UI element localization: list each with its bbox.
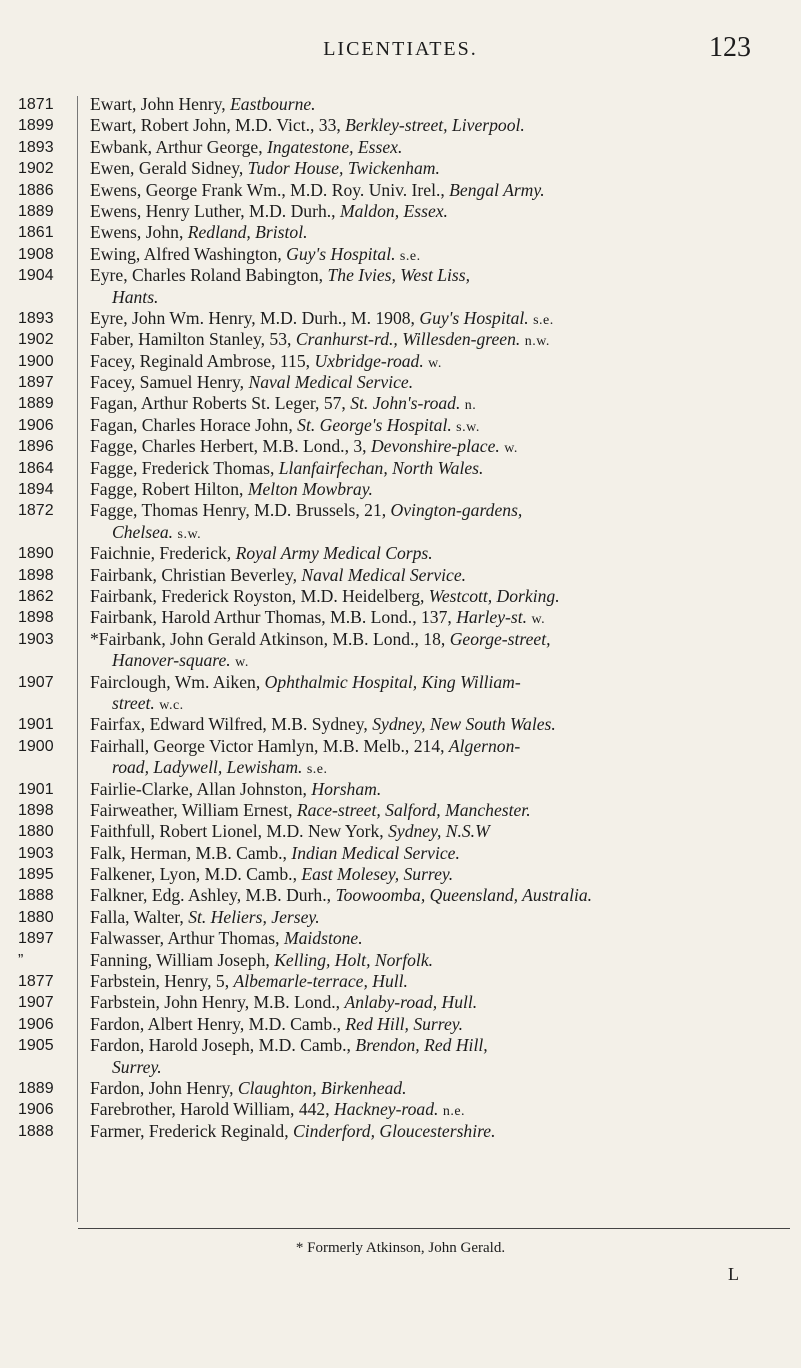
entry-place: Maldon, Essex.: [339, 200, 448, 221]
entry-name: Faithfull, Robert Lionel, M.D. New York,: [90, 821, 389, 842]
entry-line: [90, 351, 788, 372]
entry-name: Ewens, Henry Luther, M.D. Durh.,: [90, 200, 340, 221]
entry-name: Fagan, Charles Horace John,: [90, 414, 298, 435]
entry-year: 1895: [18, 866, 54, 884]
entry-name: Faichnie, Frederick,: [90, 543, 236, 564]
entry-place: Algernon-: [448, 735, 521, 756]
entry-continuation: [90, 287, 788, 308]
entry-year-spacer: [18, 650, 70, 671]
entry-name: Ewing, Alfred Washington,: [90, 243, 287, 264]
entry-line: [90, 672, 788, 693]
entry-place-continued: Surrey.: [112, 1056, 162, 1077]
entry-line: [90, 415, 788, 436]
entry-line: [90, 436, 788, 457]
entry-name: Fardon, Albert Henry, M.D. Camb.,: [90, 1013, 346, 1034]
entry-place: Harley-st.: [456, 607, 528, 628]
entry-place-continued: Hants.: [112, 286, 159, 307]
entry-line: [90, 1099, 788, 1120]
entry-name: Falwasser, Arthur Thomas,: [90, 928, 284, 949]
entry-place: Albemarle-terrace, Hull.: [233, 971, 408, 992]
entry-year: 1894: [18, 481, 54, 499]
entry-line: [90, 800, 788, 821]
entry-place: Naval Medical Service.: [248, 372, 414, 393]
entry-place: The Ivies, West Liss,: [327, 265, 471, 286]
entry-year: 1898: [18, 566, 54, 584]
entry-place: Cinderford, Gloucestershire.: [293, 1120, 496, 1141]
entry-place-continued: Chelsea.: [112, 521, 174, 542]
entry-line: [90, 158, 788, 179]
entry-place: Llanfairfechan, North Wales.: [278, 457, 484, 478]
entry-name: Fagge, Charles Herbert, M.B. Lond., 3,: [90, 436, 371, 457]
entry-name: Fardon, Harold Joseph, M.D. Camb.,: [90, 1035, 356, 1056]
entry-name: Eyre, Charles Roland Babington,: [90, 265, 328, 286]
entry-year-spacer: [18, 757, 70, 778]
entry-name: Farmer, Frederick Reginald,: [90, 1120, 294, 1141]
entry-name: Fairhall, George Victor Hamlyn, M.B. Melb., 214,: [90, 735, 449, 756]
entry-place: Tudor House, Twickenham.: [247, 158, 440, 179]
entry-line: [90, 821, 788, 842]
entry-year: 1893: [18, 309, 54, 327]
entry-place: Uxbridge-road.: [314, 350, 424, 371]
entry-district: s.e.: [306, 762, 328, 778]
entry-year: 1903: [18, 844, 54, 862]
entry-year: 1906: [18, 1015, 54, 1033]
entry-place: Westcott, Dorking.: [428, 585, 560, 606]
entry-place: Ovington-gardens,: [390, 500, 523, 521]
entry-place-continued: road, Ladywell, Lewisham.: [112, 757, 303, 778]
footer-rule: [78, 1228, 790, 1229]
entry-place: Red Hill, Surrey.: [345, 1013, 464, 1034]
entry-line: [90, 565, 788, 586]
entry-district: w.: [531, 612, 546, 628]
entry-name: Facey, Reginald Ambrose, 115,: [90, 350, 315, 371]
entry-place: Ophthalmic Hospital, King William-: [264, 671, 521, 692]
entry-year: 1888: [18, 887, 54, 905]
entry-line: [90, 393, 788, 414]
entry-name: Fairbank, Frederick Royston, M.D. Heidelberg,: [90, 585, 429, 606]
entry-continuation: [90, 693, 788, 714]
entry-line: [90, 843, 788, 864]
year-column: [18, 94, 70, 1142]
entry-name: Faber, Hamilton Stanley, 53,: [90, 329, 296, 350]
entry-year: 1871: [18, 96, 54, 113]
entry-district: w.: [235, 655, 249, 671]
entry-place: Guy's Hospital.: [419, 307, 529, 328]
entry-place: Eastbourne.: [230, 94, 316, 114]
entry-place: Indian Medical Service.: [291, 842, 460, 863]
entry-year: 1905: [18, 1037, 54, 1055]
entry-line: [90, 992, 788, 1013]
entry-line: [90, 137, 788, 158]
entry-place: Devonshire-place.: [370, 436, 500, 457]
entry-name: Farbstein, John Henry, M.B. Lond.,: [90, 992, 345, 1013]
entry-year: 1904: [18, 267, 54, 285]
entry-line: [90, 928, 788, 949]
entry-year: 1903: [18, 630, 54, 648]
entry-year: 1877: [18, 973, 54, 991]
entry-name: Fairfax, Edward Wilfred, M.B. Sydney,: [90, 714, 373, 735]
entry-continuation: [90, 522, 788, 543]
entry-place: Berkley-street, Liverpool.: [345, 115, 525, 136]
entry-year: 1889: [18, 1079, 54, 1097]
entry-name: Ewbank, Arthur George,: [90, 136, 268, 157]
entry-place: Maidstone.: [283, 928, 363, 949]
entry-line: [90, 950, 788, 971]
entry-line: [90, 308, 788, 329]
entry-line: [90, 607, 788, 628]
entry-year: 1897: [18, 930, 54, 948]
entry-line: [90, 885, 788, 906]
entry-name: Ewen, Gerald Sidney,: [90, 158, 248, 179]
entry-year-spacer: [18, 693, 70, 714]
entry-year: 1899: [18, 117, 54, 135]
entry-year-spacer: [18, 287, 70, 308]
page-number: 123: [709, 32, 751, 63]
entry-place: Cranhurst-rd., Willesden-green.: [295, 329, 521, 350]
entry-year: 1906: [18, 1101, 54, 1119]
entry-name: Farebrother, Harold William, 442,: [90, 1099, 335, 1120]
entry-line: [90, 180, 788, 201]
column-divider: [77, 96, 78, 1222]
entry-name: Farbstein, Henry, 5,: [90, 971, 234, 992]
entry-place: East Molesey, Surrey.: [301, 864, 454, 885]
entry-name: *Fairbank, John Gerald Atkinson, M.B. Lond., 18,: [90, 628, 450, 649]
entry-year: 1861: [18, 224, 54, 242]
entry-line: [90, 1035, 788, 1056]
entry-place: Toowoomba, Queensland, Australia.: [335, 885, 593, 906]
footnote: * Formerly Atkinson, John Gerald.: [295, 1240, 506, 1256]
entry-district: n.: [464, 398, 477, 414]
entry-district: w.: [504, 441, 518, 457]
signature-mark: L: [728, 1264, 739, 1284]
page-header-title: LICENTIATES.: [323, 38, 478, 60]
entry-district: w.: [428, 355, 442, 371]
entry-year: 1902: [18, 331, 54, 349]
entry-district: s.w.: [456, 419, 480, 435]
entry-line: [90, 864, 788, 885]
entry-year: ”: [18, 951, 24, 969]
entry-year: 1906: [18, 416, 54, 434]
entry-place: Anlaby-road, Hull.: [344, 992, 478, 1013]
entry-place-continued: Hanover-square.: [112, 650, 231, 671]
entry-year: 1907: [18, 994, 54, 1012]
entry-place: St. John's-road.: [350, 393, 461, 414]
entry-year: 1898: [18, 801, 54, 819]
entry-name: Ewens, John,: [90, 222, 188, 243]
entry-place-continued: street.: [112, 692, 155, 713]
entry-line: [90, 458, 788, 479]
entry-year-spacer: [18, 522, 70, 543]
entry-district: s.e.: [533, 312, 554, 328]
entry-name: Fagge, Thomas Henry, M.D. Brussels, 21,: [90, 500, 391, 521]
entry-year: 1889: [18, 395, 54, 413]
entry-year: 1901: [18, 716, 54, 734]
entry-name: Fairbank, Christian Beverley,: [90, 564, 302, 585]
entry-line: [90, 265, 788, 286]
entry-year: 1902: [18, 160, 54, 178]
entry-year: 1872: [18, 502, 54, 520]
entry-line: [90, 500, 788, 521]
entry-name: Fagan, Arthur Roberts St. Leger, 57,: [90, 393, 351, 414]
entry-name: Eyre, John Wm. Henry, M.D. Durh., M. 1908,: [90, 307, 420, 328]
entry-continuation: [90, 1057, 788, 1078]
entry-line: [90, 1014, 788, 1035]
entry-name: Fardon, John Henry,: [90, 1077, 238, 1098]
entry-continuation: [90, 650, 788, 671]
entry-place: Race-street, Salford, Manchester.: [296, 799, 531, 820]
entry-place: Melton Mowbray.: [247, 479, 373, 500]
entry-year: 1897: [18, 374, 54, 392]
entry-name: Facey, Samuel Henry,: [90, 372, 249, 393]
entry-name: Falkener, Lyon, M.D. Camb.,: [90, 864, 302, 885]
entry-year: 1896: [18, 438, 54, 456]
entry-name: Fairbank, Harold Arthur Thomas, M.B. Lond., 137,: [90, 607, 457, 628]
entry-place: Hackney-road.: [334, 1099, 439, 1120]
entry-line: [90, 115, 788, 136]
entry-continuation: [90, 757, 788, 778]
entry-year: 1862: [18, 587, 54, 605]
entry-year: 1908: [18, 245, 54, 263]
entry-place: Bengal Army.: [449, 179, 545, 200]
entry-year: 1900: [18, 737, 54, 755]
entry-name: Falla, Walter,: [90, 906, 189, 927]
entry-place: Ingatestone, Essex.: [267, 136, 403, 157]
entry-name: Falkner, Edg. Ashley, M.B. Durh.,: [90, 885, 336, 906]
entry-year: 1900: [18, 352, 54, 370]
entry-column: [90, 94, 788, 1142]
entry-name: Fairclough, Wm. Aiken,: [90, 671, 265, 692]
entry-line: [90, 779, 788, 800]
entry-line: [90, 714, 788, 735]
entry-year: 1886: [18, 181, 54, 199]
entry-district: s.e.: [399, 248, 421, 264]
entry-district: n.w.: [524, 334, 550, 350]
entry-name: Fairweather, William Ernest,: [90, 799, 297, 820]
entry-line: [90, 329, 788, 350]
entry-place: George-street,: [449, 628, 551, 649]
entry-place: Naval Medical Service.: [301, 564, 467, 585]
entry-line: [90, 1078, 788, 1099]
entry-line: [90, 543, 788, 564]
entry-year: 1880: [18, 823, 54, 841]
entry-place: Horsham.: [311, 778, 382, 799]
entry-place: Kelling, Holt, Norfolk.: [274, 949, 434, 970]
entry-place: St. George's Hospital.: [297, 414, 452, 435]
entry-year: 1907: [18, 673, 54, 691]
entry-line: [90, 907, 788, 928]
entry-line: [90, 479, 788, 500]
entry-line: [90, 586, 788, 607]
entry-place: Guy's Hospital.: [286, 243, 396, 264]
entry-year-spacer: [18, 1057, 70, 1078]
entry-year: 1889: [18, 202, 54, 220]
entry-line: [90, 244, 788, 265]
entry-year: 1864: [18, 459, 54, 477]
entry-line: [90, 94, 788, 115]
entry-name: Ewart, John Henry,: [90, 94, 231, 114]
entry-place: Royal Army Medical Corps.: [235, 543, 433, 564]
entry-name: Fagge, Frederick Thomas,: [90, 457, 279, 478]
entry-place: Sydney, New South Wales.: [372, 714, 556, 735]
entry-district: s.w.: [177, 526, 202, 542]
entry-year: 1890: [18, 545, 54, 563]
entry-name: Fanning, William Joseph,: [90, 949, 275, 970]
entry-name: Fairlie-Clarke, Allan Johnston,: [90, 778, 312, 799]
entry-year: 1888: [18, 1122, 54, 1140]
entry-name: Ewart, Robert John, M.D. Vict., 33,: [90, 115, 346, 136]
entry-line: [90, 1121, 788, 1142]
entry-line: [90, 222, 788, 243]
entry-district: w.c.: [159, 697, 184, 713]
entry-name: Ewens, George Frank Wm., M.D. Roy. Univ. Irel.,: [90, 179, 450, 200]
entry-line: [90, 629, 788, 650]
entry-place: Redland, Bristol.: [187, 222, 308, 243]
entry-line: [90, 736, 788, 757]
entry-line: [90, 971, 788, 992]
entry-place: St. Heliers, Jersey.: [188, 906, 320, 927]
entry-year: 1898: [18, 609, 54, 627]
entry-year: 1901: [18, 780, 54, 798]
entry-line: [90, 372, 788, 393]
entry-place: Claughton, Birkenhead.: [237, 1077, 407, 1098]
entry-line: [90, 201, 788, 222]
entry-place: Sydney, N.S.W: [388, 821, 490, 842]
entry-name: Falk, Herman, M.B. Camb.,: [90, 842, 292, 863]
entry-year: 1893: [18, 138, 54, 156]
entry-year: 1880: [18, 908, 54, 926]
entry-name: Fagge, Robert Hilton,: [90, 479, 248, 500]
entry-district: n.e.: [442, 1104, 466, 1120]
entry-place: Brendon, Red Hill,: [355, 1035, 488, 1056]
